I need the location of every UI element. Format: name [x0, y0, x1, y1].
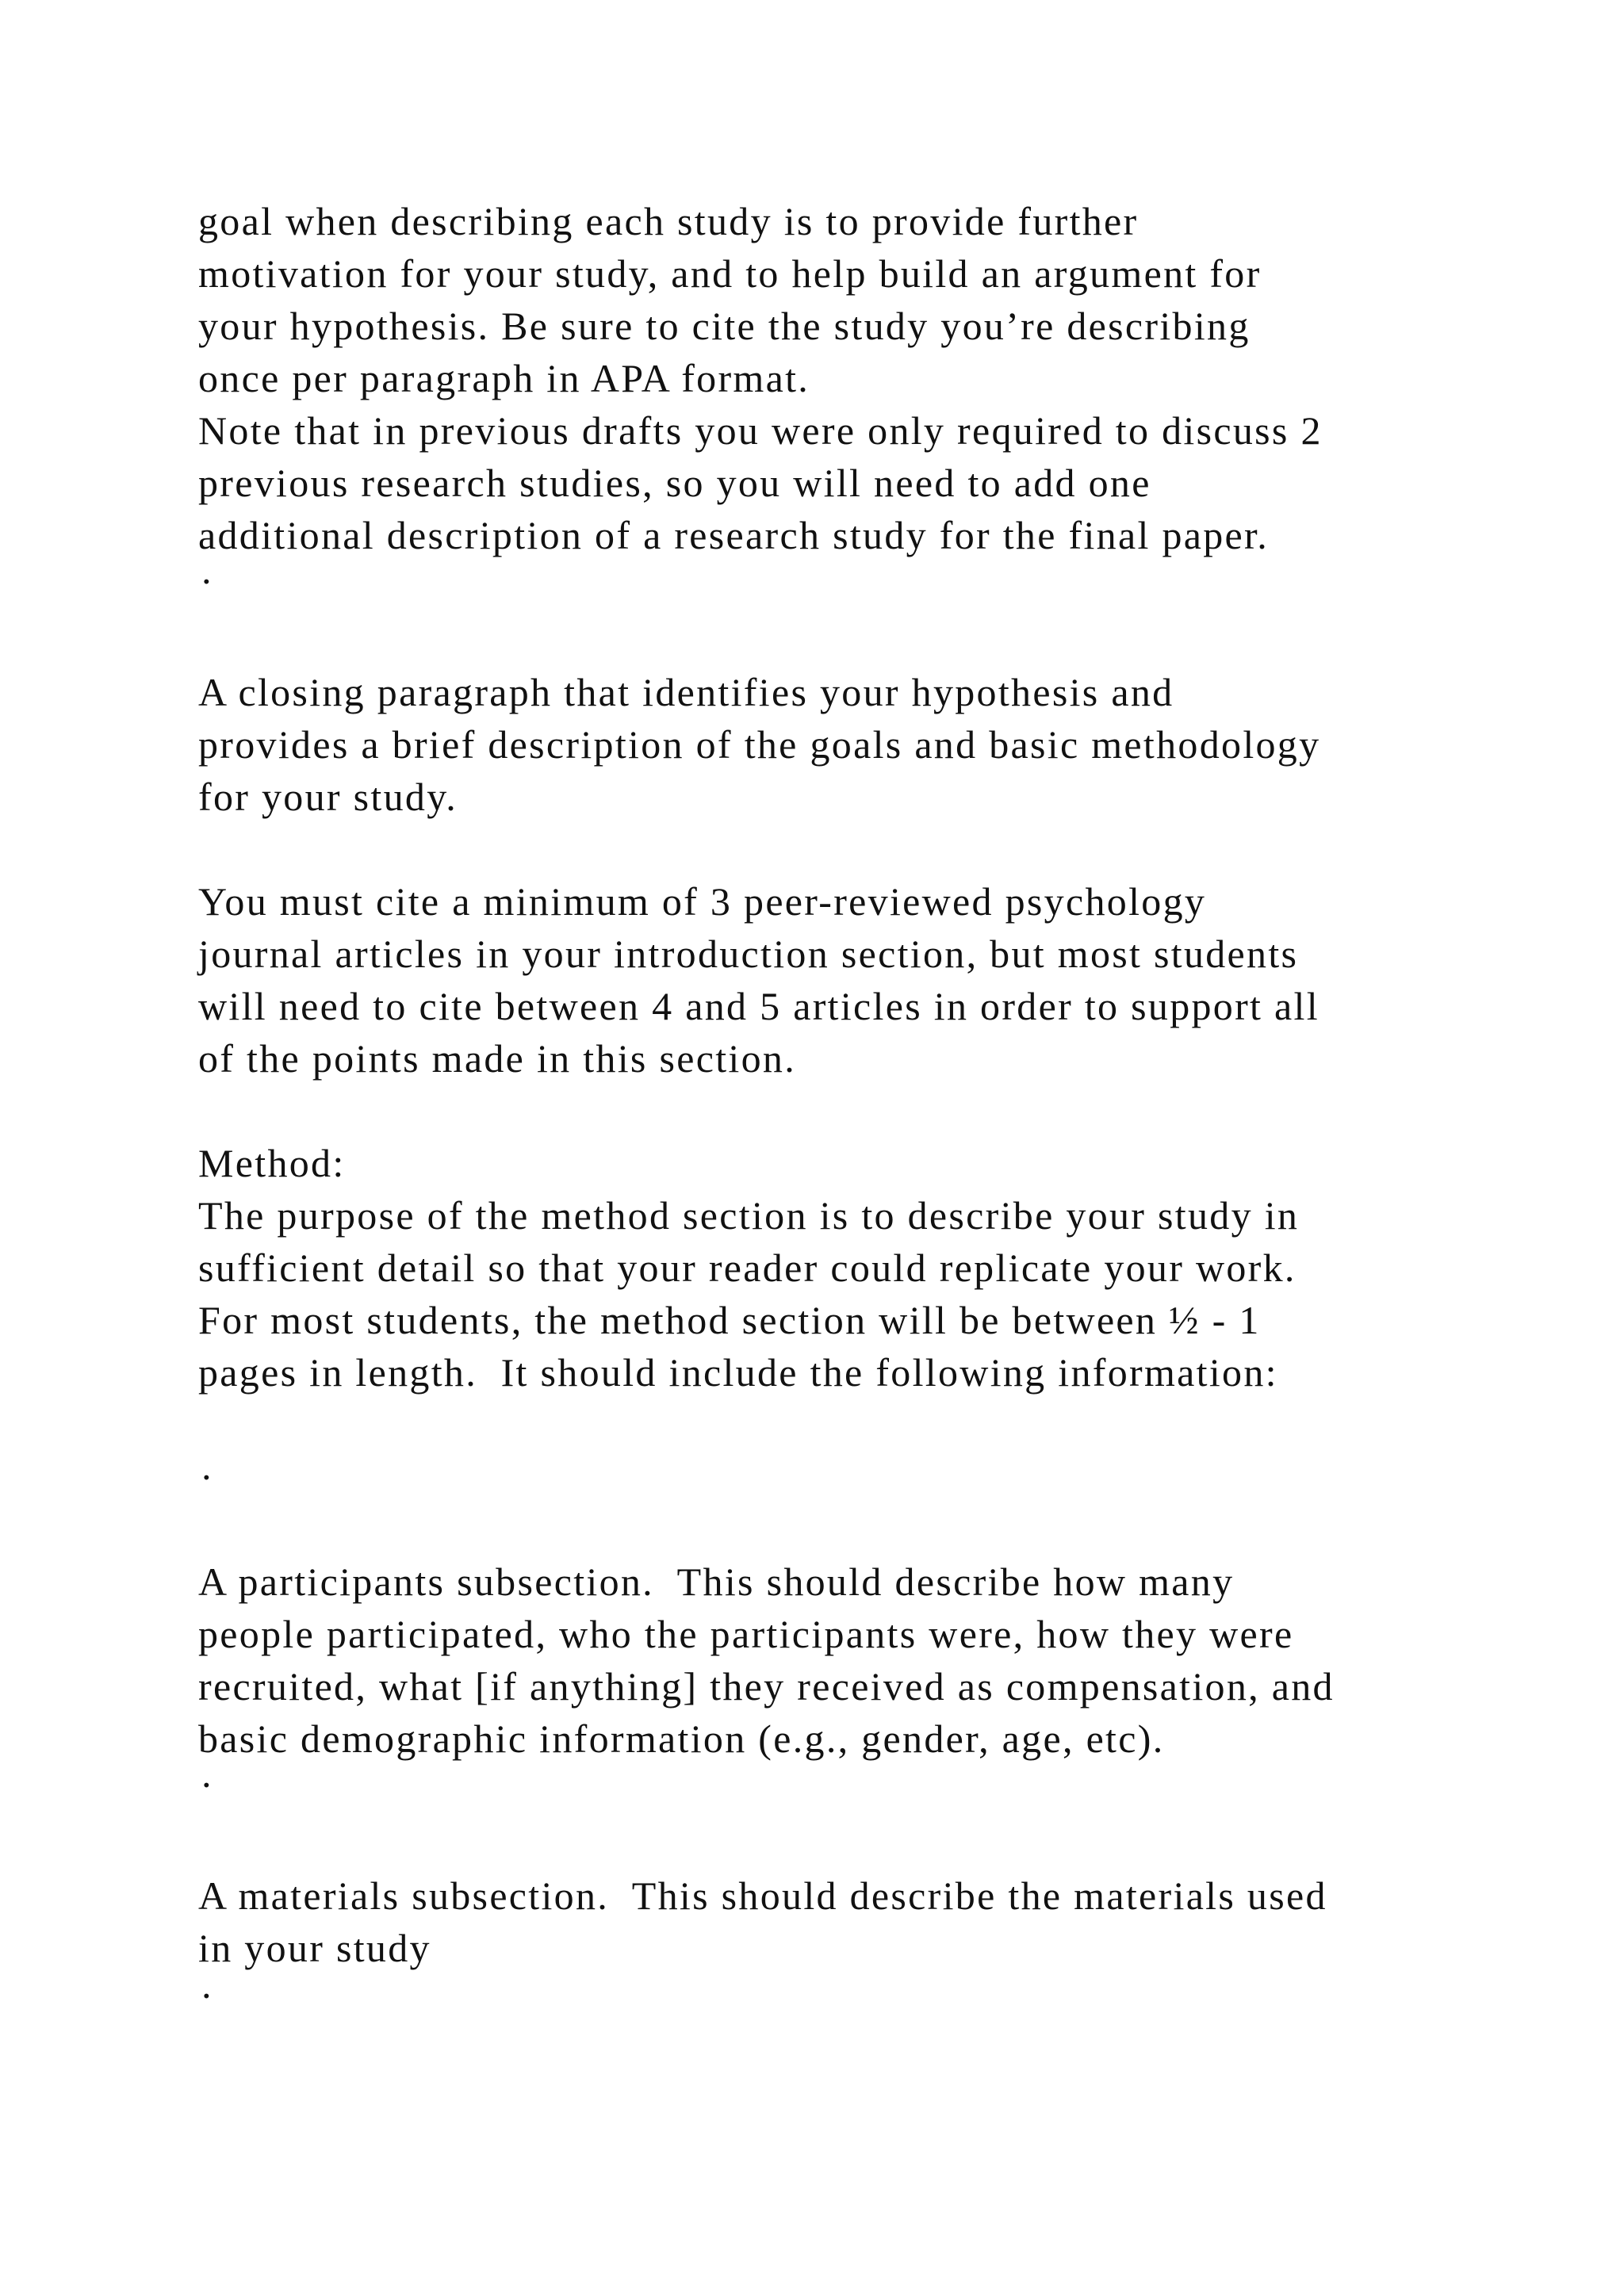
text-line: pages in length. It should include the following information:: [198, 1350, 1278, 1395]
bullet-dot: ·: [200, 1973, 213, 2018]
text-line: once per paragraph in APA format.: [198, 356, 810, 400]
text-line: For most students, the method section will be between ½ - 1: [198, 1298, 1261, 1342]
text-line: for your study.: [198, 775, 458, 819]
section-heading-method: Method:: [198, 1141, 346, 1185]
text-line: provides a brief description of the goals and basic methodology: [198, 722, 1321, 767]
text-line: will need to cite between 4 and 5 articles in order to support all: [198, 984, 1320, 1028]
bullet-dot: ·: [200, 1762, 213, 1807]
text-line: of the points made in this section.: [198, 1036, 797, 1081]
text-line: previous research studies, so you will need to add one: [198, 461, 1151, 505]
text-line: your hypothesis. Be sure to cite the study you’re describing: [198, 304, 1251, 348]
text-line: basic demographic information (e.g., gender, age, etc).: [198, 1716, 1165, 1761]
text-line: motivation for your study, and to help build an argument for: [198, 251, 1262, 296]
bullet-dot: ·: [200, 559, 213, 603]
bullet-dot: ·: [200, 1455, 213, 1499]
text-line: A materials subsection. This should describe the materials used: [198, 1873, 1327, 1918]
text-line: recruited, what [if anything] they received as compensation, and: [198, 1664, 1335, 1709]
text-line: goal when describing each study is to provide further: [198, 199, 1139, 243]
text-line: A participants subsection. This should describe how many: [198, 1559, 1235, 1604]
text-line: in your study: [198, 1926, 431, 1970]
text-line: You must cite a minimum of 3 peer-reviewed psychology: [198, 879, 1207, 924]
text-line: A closing paragraph that identifies your hypothesis and: [198, 670, 1174, 714]
text-line: sufficient detail so that your reader could replicate your work.: [198, 1246, 1297, 1290]
text-line: The purpose of the method section is to describe your study in: [198, 1193, 1300, 1238]
text-line: people participated, who the participants were, how they were: [198, 1612, 1294, 1656]
text-line: Note that in previous drafts you were only required to discuss 2: [198, 408, 1323, 453]
text-line: journal articles in your introduction section, but most students: [198, 932, 1299, 976]
text-line: additional description of a research study for the final paper.: [198, 513, 1270, 557]
